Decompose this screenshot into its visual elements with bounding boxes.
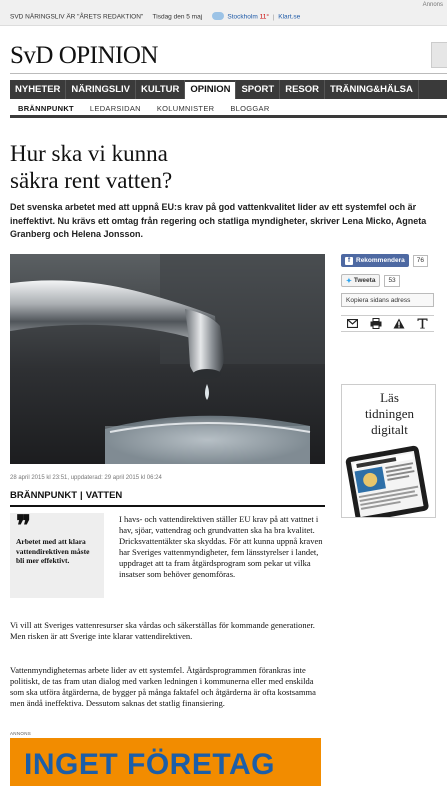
sub-nav: [10, 99, 447, 118]
facebook-recommend-label: Rekommendera: [356, 257, 405, 264]
section-separator: |: [80, 490, 83, 501]
nav-item-traning-halsa[interactable]: TRÄNING&HÄLSA: [325, 80, 419, 99]
weather-city[interactable]: Stockholm: [227, 13, 258, 21]
article-paragraph-2: Vi vill att Sveriges vattenresurser ska vårdas och säkerställas för kommande generationer. Men risken är att Sverige inte klarar vattendirektiven.: [10, 620, 315, 641]
twitter-icon: ✦: [346, 277, 352, 285]
pull-quote-text: Arbetet med att klara vattendirektiven måste bli mer effektivt.: [16, 537, 90, 565]
pull-quote: [10, 513, 104, 598]
nav-item-naringsliv[interactable]: NÄRINGSLIV: [66, 80, 136, 99]
nav-item-resor[interactable]: RESOR: [280, 80, 325, 99]
article-image: [10, 254, 325, 464]
headline-line-1: Hur ska vi kunna: [10, 141, 168, 166]
subnav-item-bloggar[interactable]: BLOGGAR: [230, 104, 270, 113]
ad-banner[interactable]: [10, 738, 321, 786]
article-lead: Det svenska arbetet med att uppnå EU:s krav på god vattenkvalitet lider av ett systemfel och är ineffektivt. Nu krävs ett omtag från regering och statliga myndigheter, skriver Lena Micko, Agneta Granberg och Helena Jonsson.: [10, 202, 427, 239]
main-nav: [10, 80, 447, 99]
tablet-icon: [342, 443, 436, 518]
warning-icon[interactable]: [391, 317, 407, 331]
tweet-count: 53: [384, 275, 399, 287]
top-bar: [0, 0, 447, 26]
article-timestamp: 28 april 2015 kl 23:51, uppdaterad: 29 april 2015 kl 06:24: [10, 475, 162, 481]
quote-icon: ❞: [16, 511, 32, 542]
top-news-link[interactable]: SVD NÄRINGSLIV ÄR "ÅRETS REDAKTION": [10, 13, 144, 21]
print-icon[interactable]: [368, 317, 384, 331]
text-size-icon[interactable]: [414, 317, 430, 331]
digital-ad-line-2: tidningen: [364, 406, 415, 421]
topic-name[interactable]: VATTEN: [85, 490, 123, 501]
faucet-image: [10, 254, 325, 464]
email-icon[interactable]: [345, 317, 361, 331]
facebook-recommend-button[interactable]: [341, 254, 409, 267]
ad-label: ANNONS: [10, 731, 32, 736]
subnav-item-brannpunkt[interactable]: BRÄNNPUNKT: [18, 104, 74, 113]
nav-item-sport[interactable]: SPORT: [236, 80, 280, 99]
article-paragraph-3: Vattenmyndigheternas arbete lider av ett systemfel. Åtgärdsprogrammen förankras inte politiskt, de tas fram utan dialog med varken ledningen i kommunerna eller med enskilda som ska utföra åtgärderna, de bygger på många faktafel och åtgärderna är ofta kostsamma men ändå ineffektiva. Dessutom saknas det statlig finansiering.: [10, 665, 316, 708]
tweet-button[interactable]: [341, 274, 380, 287]
facebook-count: 76: [413, 255, 428, 267]
facebook-share-row: [341, 254, 428, 267]
subnav-item-kolumnister[interactable]: KOLUMNISTER: [156, 104, 215, 113]
facebook-icon: f: [345, 257, 353, 265]
logo-divider: [10, 73, 447, 74]
top-bar-info: SVD NÄRINGSLIV ÄR "ÅRETS REDAKTION" Tisdag den 5 maj Stockholm 11° | Klart.se: [10, 13, 301, 21]
sidebar-stub: [431, 42, 447, 68]
subnav-item-ledarsidan[interactable]: LEDARSIDAN: [89, 104, 141, 113]
digital-ad-line-3: digitalt: [371, 422, 408, 437]
article-headline: [10, 140, 310, 194]
headline-line-2: säkra rent vatten?: [10, 168, 173, 193]
copy-link-button[interactable]: Kopiera sidans adress: [341, 293, 434, 307]
article-section-label: [10, 490, 325, 507]
ad-label-top: Annons: [422, 2, 443, 8]
weather-icon: [212, 12, 224, 20]
digital-edition-ad[interactable]: [341, 384, 436, 518]
weather-service-link[interactable]: Klart.se: [278, 13, 301, 21]
twitter-share-row: [341, 274, 400, 287]
nav-item-nyheter[interactable]: NYHETER: [10, 80, 66, 99]
ad-banner-text: INGET FÖRETAG: [24, 748, 275, 781]
site-logo[interactable]: SvD OPINION: [10, 42, 158, 69]
section-name[interactable]: BRÄNNPUNKT: [10, 490, 78, 501]
digital-ad-line-1: Läs: [380, 390, 399, 405]
nav-item-kultur[interactable]: KULTUR: [136, 80, 185, 99]
date-text: Tisdag den 5 maj: [152, 13, 203, 21]
article-paragraph-1: I havs- och vattendirektiven ställer EU krav på att vattnet i hav, sjöar, vattendrag och grundvatten ska ha bra kvalitet. Dricksvattentäkter ska skyddas. För att kunna uppnå kraven har Sveriges vattenmyndigheter, fem länsstyrelser i landet, uppdraget att ta fram åtgärdsprogram som pekar ut vilka insatser som behöver genomföras.: [119, 514, 323, 579]
weather-temp: 11°: [259, 13, 269, 21]
article-tools: [341, 315, 434, 332]
tweet-label: Tweeta: [353, 277, 376, 284]
nav-item-opinion[interactable]: OPINION: [185, 80, 236, 99]
